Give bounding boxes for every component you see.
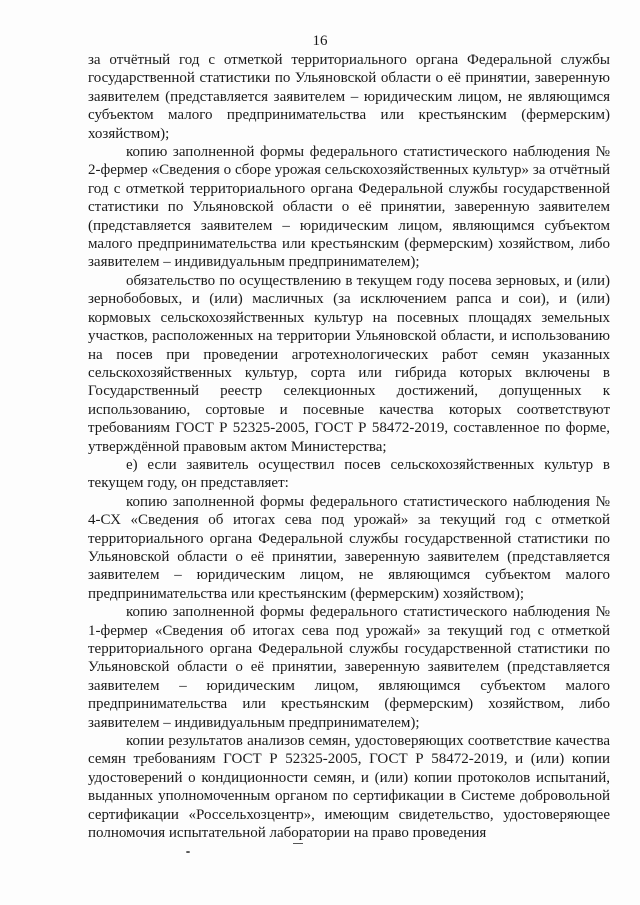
paragraph-form-1-fermer: копию заполненной формы федерального статистического наблюдения № 1-фермер «Сведения об итогах сева под урожай» за текущий год с отметкой территориального органа Федеральной службы государственной статистики по Ульяновской области о её принятии, заверенную заявителем (представляется заявителем – юридическим лицом, являющимся субъектом малого предпринимательства или крестьянским (фермерским) хозяйством, либо заявителем – индивидуальным предпринимателем); <box>88 604 610 731</box>
paragraph-seed-analysis: копии результатов анализов семян, удостоверяющих соответствие качества семян требованиям ГОСТ Р 52325-2005, ГОСТ Р 58472-2019, и (или) копии удостоверений о кондиционности семян, и (или) копии протоколов испытаний, выданных уполномоченным органом по сертификации в Системе добровольной сертификации «Россельхозцентр», имеющим свидетельство, удостоверяющее полномочия испытательной лаборатории на право проведения <box>88 733 610 842</box>
paragraph-continuation: за отчётный год с отметкой территориального органа Федеральной службы государственной статистики по Ульяновской области о её принятии, заверенную заявителем (представляется заявителем – юридическим лицом, не являющимся субъектом малого предпринимательства или крестьянским (фермерским) хозяйством); <box>88 52 610 142</box>
scan-artifact <box>293 843 303 844</box>
scan-artifact <box>186 851 190 853</box>
paragraph-clause-e: е) если заявитель осуществил посев сельскохозяйственных культур в текущем году, он представляет: <box>88 456 610 492</box>
document-body <box>88 51 610 842</box>
page-number: 16 <box>312 33 328 49</box>
paragraph-form-2-fermer: копию заполненной формы федерального статистического наблюдения № 2-фермер «Сведения о сборе урожая сельскохозяйственных культур» за отчётный год с отметкой территориального органа Федеральной службы государственной статистики по Ульяновской области о её принятии, заверенную заявителем (представляется заявителем – юридическим лицом, являющимся субъектом малого предпринимательства или крестьянским (фермерским) хозяйством, либо заявителем – индивидуальным предпринимателем); <box>88 144 610 271</box>
paragraph-form-4-sx: копию заполненной формы федерального статистического наблюдения № 4-СХ «Сведения об итогах сева под урожай» за текущий год с отметкой территориального органа Федеральной службы государственной статистики по Ульяновской области о её принятии, заверенную заявителем (представляется заявителем – юридическим лицом, не являющимся субъектом малого предпринимательства или крестьянским (фермерским) хозяйством); <box>88 493 610 602</box>
paragraph-sowing-obligation: обязательство по осуществлению в текущем году посева зерновых, и (или) зернобобовых, и (или) масличных (за исключением рапса и сои), и (или) кормовых сельскохозяйственных культур на посевных площадях земельных участков, расположенных на территории Ульяновской области, и использованию на посев при проведении агротехнологических работ семян указанных сельскохозяйственных культур, сорта или гибрида которых включены в Государственный реестр селекционных достижений, допущенных к использованию, сортовые и посевные качества которых соответствуют требованиям ГОСТ Р 52325-2005, ГОСТ Р 58472-2019, составленное по форме, утверждённой правовым актом Министерства; <box>88 272 610 455</box>
